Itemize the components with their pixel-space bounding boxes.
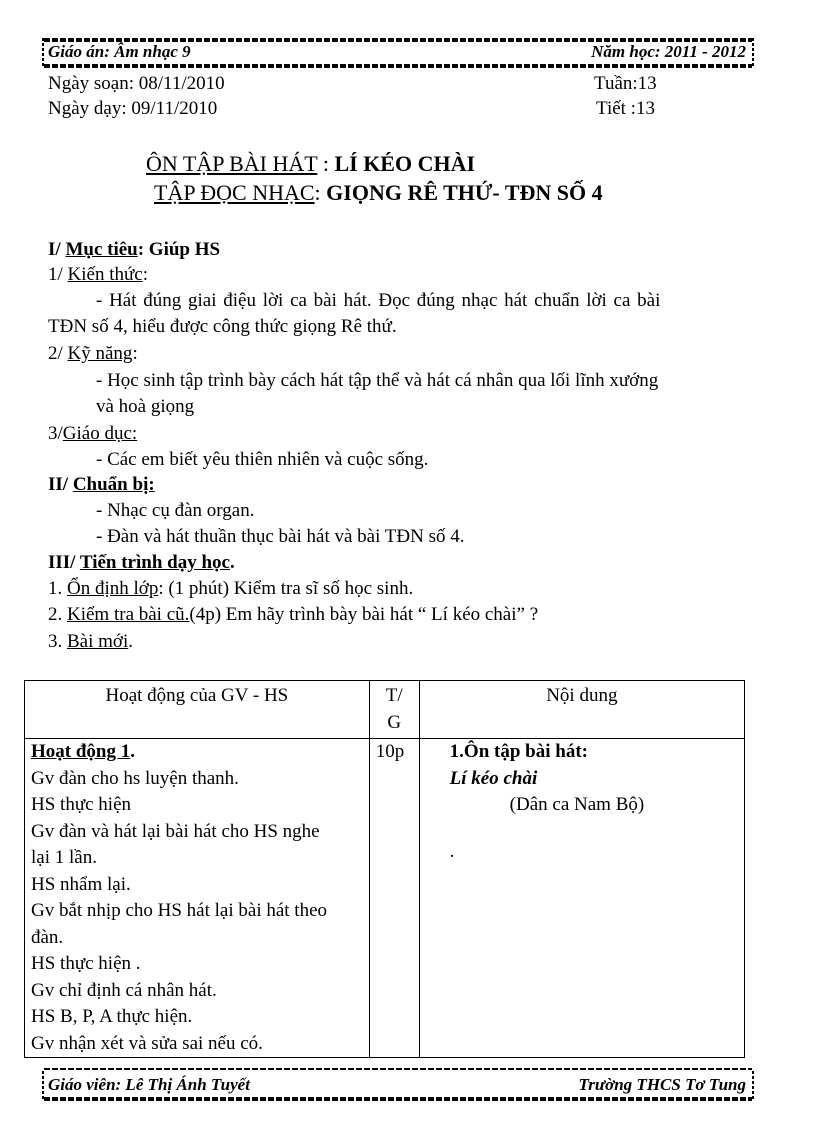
procedure-step-3: [48, 630, 133, 654]
knowledge-suffix: :: [142, 264, 149, 285]
section-procedure: [48, 551, 235, 575]
education-prefix: 3/: [48, 423, 63, 444]
skills-prefix: 2/: [48, 343, 68, 364]
skills-label: Kỹ năng: [67, 343, 133, 364]
activity-line: lại 1 lần.: [31, 847, 97, 868]
knowledge-prefix: 1/: [48, 264, 68, 285]
content-origin: (Dân ca Nam Bộ): [509, 794, 645, 815]
knowledge-text-1: - Hát đúng giai điệu lời ca bài hát. Đọc đúng nhạc hát chuẩn lời ca bài: [96, 290, 661, 311]
step-1-prefix: 1.: [48, 578, 67, 599]
content-cell: [419, 739, 744, 1058]
title-song-name: LÍ KÉO CHÀI: [334, 151, 476, 176]
title-sight-reading-value: GIỌNG RÊ THỨ- TĐN SỐ 4: [326, 180, 603, 205]
section-procedure-prefix: III/: [48, 552, 80, 573]
header-border-left: [42, 38, 44, 66]
step-2-prefix: 2.: [48, 604, 67, 625]
footer-border-right: [752, 1071, 754, 1099]
header-bottom-rule: [44, 64, 752, 68]
activity-line: HS thực hiện: [31, 794, 132, 815]
skills-text-2: và hoà giọng: [96, 396, 195, 417]
activity-line: Gv chỉ định cá nhân hát.: [31, 979, 217, 1001]
header-time-line-2: G: [387, 711, 402, 733]
section-objectives: [48, 238, 220, 262]
header-content: Nội dung: [419, 681, 744, 739]
footer-border-left: [42, 1071, 44, 1099]
activity-title-suffix: .: [130, 741, 135, 762]
activity-title-text: Hoạt động 1: [31, 741, 131, 762]
time-cell: 10p: [369, 739, 419, 1058]
footer-teacher: Giáo viên: Lê Thị Ánh Tuyết: [48, 1075, 250, 1094]
preparation-item-1: - Nhạc cụ đàn organ.: [96, 500, 255, 521]
step-3-suffix: .: [128, 631, 133, 652]
activity-line: HS nhẩm lại.: [31, 873, 131, 895]
title-sight-reading-sep: :: [314, 180, 327, 205]
step-3-prefix: 3.: [48, 631, 67, 652]
header-activities: Hoạt động của GV - HS: [25, 681, 370, 739]
title-song-review: [146, 150, 475, 178]
content-dot: .: [449, 840, 455, 862]
table-row: [25, 739, 745, 1058]
skills-suffix: :: [132, 343, 138, 364]
title-sight-reading-label: TẬP ĐỌC NHẠC: [154, 180, 315, 205]
preparation-item-2: - Đàn và hát thuần thục bài hát và bài TĐN số 4.: [96, 526, 465, 547]
education-label: Giáo dục:: [62, 423, 138, 444]
header-school-year: Năm học: 2011 - 2012: [591, 42, 746, 61]
activity-line: HS thực hiện .: [31, 953, 141, 974]
knowledge-label: Kiến thức: [67, 264, 143, 285]
section-objectives-prefix: I/: [48, 239, 66, 260]
table-header-row: [25, 681, 745, 739]
title-sight-reading: [154, 179, 603, 207]
title-song-review-sep: :: [317, 151, 335, 176]
section-objectives-label: Mục tiêu: [65, 239, 138, 260]
knowledge-text-2: TĐN số 4, hiểu được công thức giọng Rê thứ.: [48, 316, 397, 337]
step-2-label: Kiểm tra bài cũ.: [67, 604, 190, 625]
lesson-number: Tiết :13: [596, 98, 655, 119]
date-prepared: Ngày soạn: 08/11/2010: [48, 73, 225, 94]
activity-line: HS B, P, A thực hiện.: [31, 1006, 193, 1027]
header-border-right: [752, 38, 754, 66]
section-preparation: [48, 473, 155, 497]
education-text: - Các em biết yêu thiên nhiên và cuộc sống.: [96, 449, 429, 470]
footer-top-rule: [44, 1068, 752, 1070]
procedure-step-1: [48, 577, 413, 601]
objective-skills: [48, 342, 138, 366]
title-song-review-label: ÔN TẬP BÀI HÁT: [146, 151, 318, 176]
content-heading: 1.Ôn tập bài hát:: [449, 741, 588, 762]
step-1-label: Ổn định lớp: [67, 578, 159, 599]
activity-title: [31, 739, 363, 766]
footer-school: Trường THCS Tơ Tung: [578, 1075, 746, 1094]
content-song: Lí kéo chài: [449, 767, 538, 789]
skills-text-1: - Học sinh tập trình bày cách hát tập thể và hát cá nhân qua lối lĩnh xướng: [96, 370, 659, 391]
section-procedure-label: Tiến trình dạy học: [79, 552, 230, 573]
step-3-label: Bài mới: [67, 631, 129, 652]
objective-education: [48, 422, 137, 446]
header-subject: Giáo án: Âm nhạc 9: [48, 42, 191, 61]
activity-line: Gv bắt nhịp cho HS hát lại bài hát theo: [31, 900, 328, 921]
footer-bottom-rule: [44, 1097, 752, 1101]
activity-line: đàn.: [31, 926, 64, 948]
header-top-rule: [44, 38, 752, 42]
week-number: Tuần:13: [594, 73, 657, 94]
date-taught: Ngày dạy: 09/11/2010: [48, 98, 218, 119]
activity-cell: [25, 739, 370, 1058]
header-time: [369, 681, 419, 739]
section-preparation-prefix: II/: [48, 474, 73, 495]
section-objectives-suffix: : Giúp HS: [137, 239, 221, 260]
activity-line: Gv đàn và hát lại bài hát cho HS nghe: [31, 820, 320, 842]
activity-line: Gv nhận xét và sửa sai nếu có.: [31, 1032, 263, 1054]
header-time-line-1: T/: [385, 685, 403, 706]
activity-line: Gv đàn cho hs luyện thanh.: [31, 767, 239, 789]
procedure-step-2: [48, 603, 538, 627]
section-procedure-suffix: .: [229, 552, 235, 573]
section-preparation-label: Chuẩn bị:: [72, 474, 155, 495]
step-1-text: : (1 phút) Kiểm tra sĩ số học sinh.: [158, 578, 414, 599]
objective-knowledge: [48, 263, 148, 287]
step-2-text: (4p) Em hãy trình bày bài hát “ Lí kéo chài” ?: [189, 604, 539, 625]
lesson-activity-table: [24, 680, 745, 1058]
